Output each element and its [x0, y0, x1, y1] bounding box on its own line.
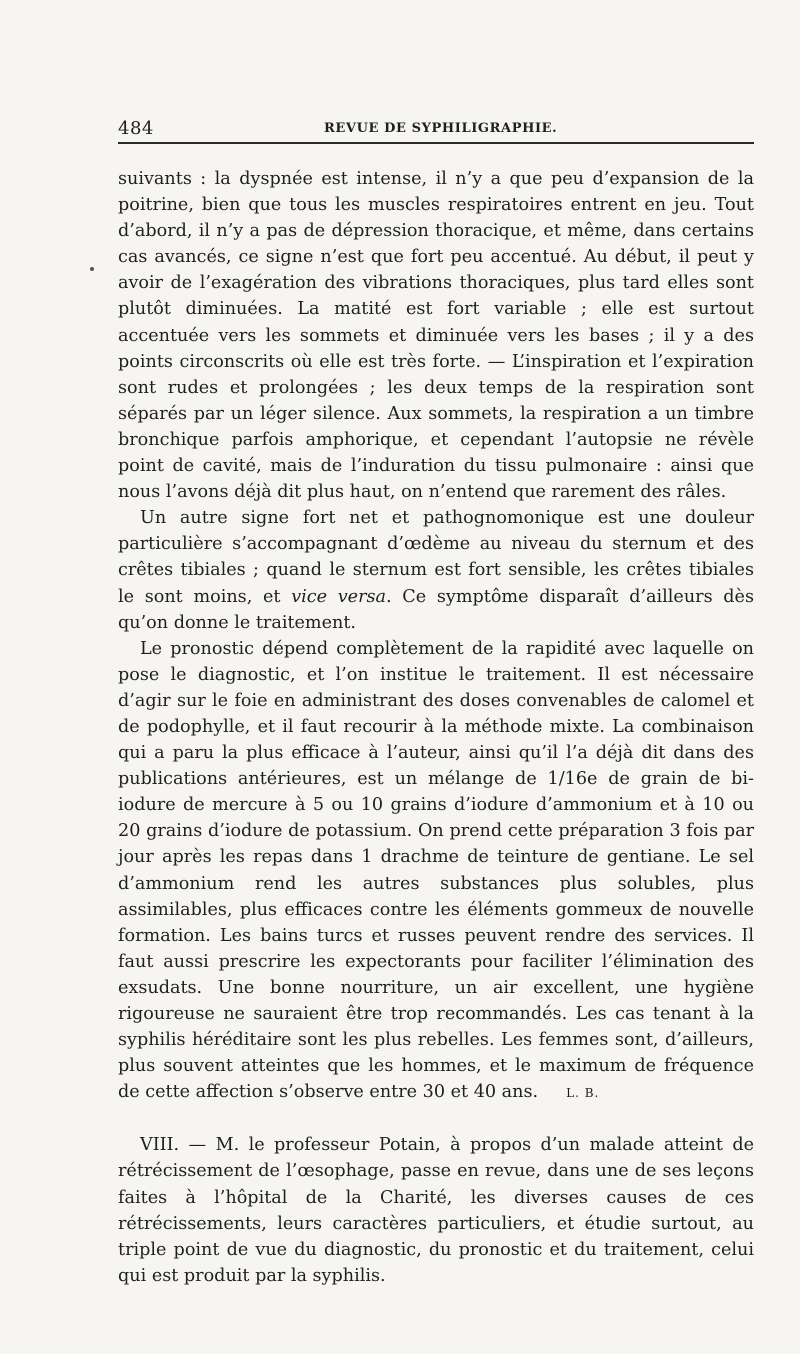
margin-dot [90, 267, 94, 271]
running-head [118, 118, 754, 144]
book-page [118, 118, 754, 1298]
paragraph-sternum-sign-end: Ce symptôme disparaît d’ailleurs dès qu’on donne le traitement. [118, 586, 754, 633]
body-text [118, 166, 754, 1289]
page-number: 484 [118, 118, 154, 139]
author-initials: L. B. [566, 1086, 600, 1101]
journal-title: REVUE DE SYPHILIGRAPHIE. [324, 121, 558, 136]
section-viii-paragraph: VIII. — M. le professeur Potain, à propos d’un malade atteint de rétrécissement de l’œsophage, passe en revue, dans une de ses leçons faites à l’hôpital de la Charité, les diverses causes de ces rétrécissements, leurs caractères particuliers, et étudie surtout, au triple point de vue du diagnostic, du pronostic et du traitement, celui qui est produit par la syphilis. [118, 1135, 754, 1286]
paragraph-sternum-sign [118, 505, 754, 635]
italic-phrase: vice versa. [291, 586, 392, 607]
paragraph-symptoms-continued: suivants : la dyspnée est intense, il n’y a que peu d’expansion de la poitrine, bien que tous les muscles respiratoires entrent en jeu. Tout d’abord, il n’y a pas de dépression thoracique, et même, dans certains cas avancés, ce signe n’est que fort peu accentué. Au début, il peut y avoir de l’exagération des vibrations thoraciques, plus tard elles sont plutôt diminuées. La matité est fort variable ; elle est surtout accentuée vers les sommets et diminuée vers les bases ; il y a des points circonscrits où elle est très forte. — L’inspiration et l’expiration sont rudes et prolongées ; les deux temps de la respiration sont séparés par un léger silence. Aux sommets, la respiration a un timbre bronchique parfois amphorique, et cependant l’autopsie ne révèle point de cavité, mais de l’induration du tissu pulmonaire : ainsi que nous l’avons déjà dit plus haut, on n’entend que rarement des râles. [118, 169, 754, 503]
paragraph-prognosis [118, 636, 754, 1107]
paragraph-prognosis-text: Le pronostic dépend complètement de la rapidité avec laquelle on pose le diagnostic, et l’on institue le traitement. Il est nécessaire d’agir sur le foie en administrant des doses convenables de calomel et de podophylle, et il faut recourir à la méthode mixte. La combinaison qui a paru la plus efficace à l’auteur, ainsi qu’il l’a déjà dit dans des publications antérieures, est un mélange de 1/16e de grain de bi-iodure de mercure à 5 ou 10 grains d’iodure d’ammonium et à 10 ou 20 grains d’iodure de potassium. On prend cette préparation 3 fois par jour après les repas dans 1 drachme de teinture de gentiane. Le sel d’ammonium rend les autres substances plus solubles, plus assimilables, plus efficaces contre les éléments gommeux de nouvelle formation. Les bains turcs et russes peuvent rendre des services. Il faut aussi prescrire les expectorants pour faciliter l’élimination des exsudats. Une bonne nourriture, un air excellent, une hygiène rigoureuse ne sauraient être trop recommandés. Les cas tenant à la syphilis héréditaire sont les plus rebelles. Les femmes sont, d’ailleurs, plus souvent atteintes que les hommes, et le maximum de fréquence de cette affection s’observe entre 30 et 40 ans. [118, 638, 754, 1103]
paragraph-sternum-sign-text: Un autre signe fort net et pathognomonique est une douleur particulière s’accompagnant d’œdème au niveau du sternum et des crêtes tibiales ; quand le sternum est fort sensible, les crêtes tibiales le sont moins, et [118, 508, 754, 607]
